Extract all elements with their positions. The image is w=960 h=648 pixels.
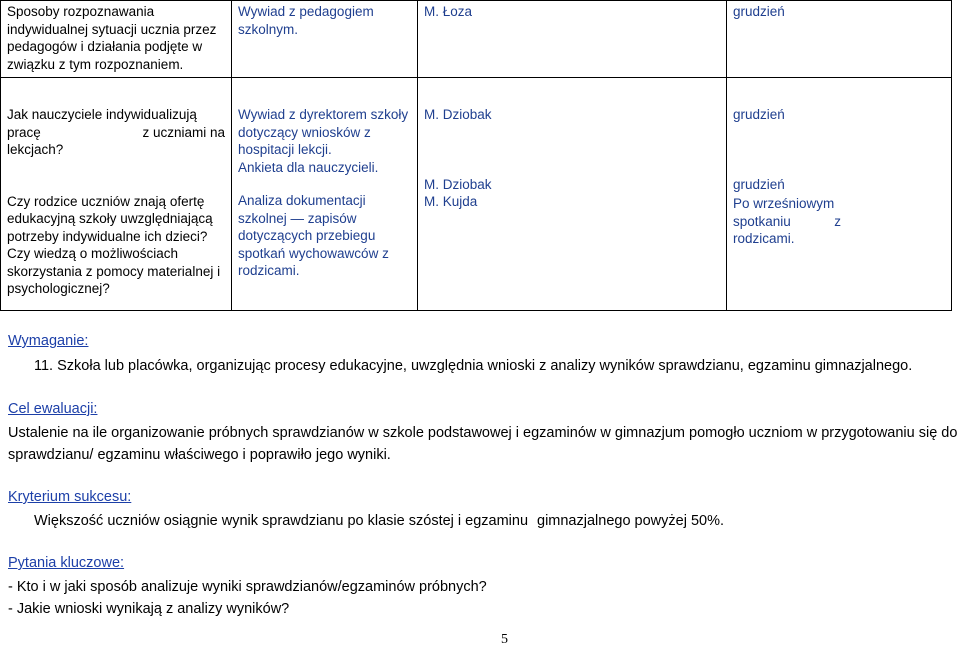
table-row	[1, 78, 952, 311]
kryterium-text-part2: gimnazjalnego powyżej 50%.	[537, 513, 724, 529]
wymaganie-text: 11. Szkoła lub placówka, organizując procesy edukacyjne, uwzględnia wnioski z analizy wyników sprawdzianu, egzaminu gimnazjalnego.	[34, 358, 913, 374]
table-cell	[727, 1, 952, 78]
table-cell	[727, 78, 952, 311]
cell-text: M. Dziobak	[424, 107, 492, 122]
cell-text: M. Łoza	[424, 4, 473, 19]
cell-text: Sposoby rozpoznawania indywidualnej sytuacji ucznia przez pedagogów i działania podjęte w związku z tym rozpoznaniem.	[7, 4, 217, 72]
table-cell	[418, 78, 727, 311]
cell-text: Czy rodzice uczniów znają ofertę edukacyjną szkoły uwzględniającą potrzeby indywidualne ich dzieci? Czy wiedzą o możliwościach skorzystania z pomocy materialnej i psychologicznej?	[7, 193, 221, 296]
table-cell	[418, 1, 727, 78]
cell-text: lekcjach?	[7, 142, 64, 157]
cell-text: Wywiad z pedagogiem szkolnym.	[238, 4, 374, 37]
table-cell	[232, 1, 418, 78]
kryterium-text-part1: Większość uczniów osiągnie wynik sprawdzianu po klasie szóstej i egzaminu	[34, 513, 529, 529]
pytania-heading: Pytania kluczowe:	[8, 555, 125, 571]
pytania-item: - Jakie wnioski wynikają z analizy wyników?	[8, 601, 290, 617]
cell-text: grudzień	[733, 107, 785, 122]
table-cell	[232, 78, 418, 311]
pytania-item: - Kto i w jaki sposób analizuje wyniki sprawdzianów/egzaminów próbnych?	[8, 579, 487, 595]
cell-text: Analiza dokumentacji szkolnej — zapisów dotyczących przebiegu spotkań wychowawców z rodzicami.	[238, 193, 389, 278]
cell-text: z uczniami na	[142, 124, 225, 140]
cell-text: Jak nauczyciele indywidualizują	[7, 107, 197, 122]
cell-text: z	[834, 213, 841, 229]
wymaganie-heading: Wymaganie:	[8, 333, 89, 349]
cell-text-justified	[7, 124, 225, 142]
cel-ewaluacji-line-1: Ustalenie na ile organizowanie próbnych sprawdzianów w szkole podstawowej i egzaminów w gimnazjum pomogło uczniom w przygotowaniu się do	[8, 425, 958, 441]
cel-ewaluacji-line-2: sprawdzianu/ egzaminu właściwego i poprawiło jego wyniki.	[8, 447, 391, 463]
cell-text: Po wrześniowym	[733, 196, 835, 211]
cell-text: M. Kujda	[424, 194, 478, 209]
table-cell	[1, 1, 232, 78]
page-number: 5	[501, 632, 508, 647]
cell-text: spotkaniu	[733, 213, 791, 229]
table-row	[1, 1, 952, 78]
cell-text-justified	[733, 213, 841, 231]
cell-text: Ankieta dla nauczycieli.	[238, 159, 379, 175]
cel-ewaluacji-heading: Cel ewaluacji:	[8, 401, 98, 417]
cell-text: M. Dziobak	[424, 176, 492, 192]
kryterium-heading: Kryterium sukcesu:	[8, 489, 132, 505]
evaluation-table	[0, 0, 952, 311]
cell-text: Wywiad z dyrektorem szkoły dotyczący wniosków z hospitacji lekcji.	[238, 107, 409, 157]
cell-text: grudzień	[733, 176, 785, 192]
cell-text: pracę	[7, 124, 41, 140]
cell-text: grudzień	[733, 4, 785, 19]
table-cell	[1, 78, 232, 311]
cell-text: rodzicami.	[733, 231, 795, 246]
